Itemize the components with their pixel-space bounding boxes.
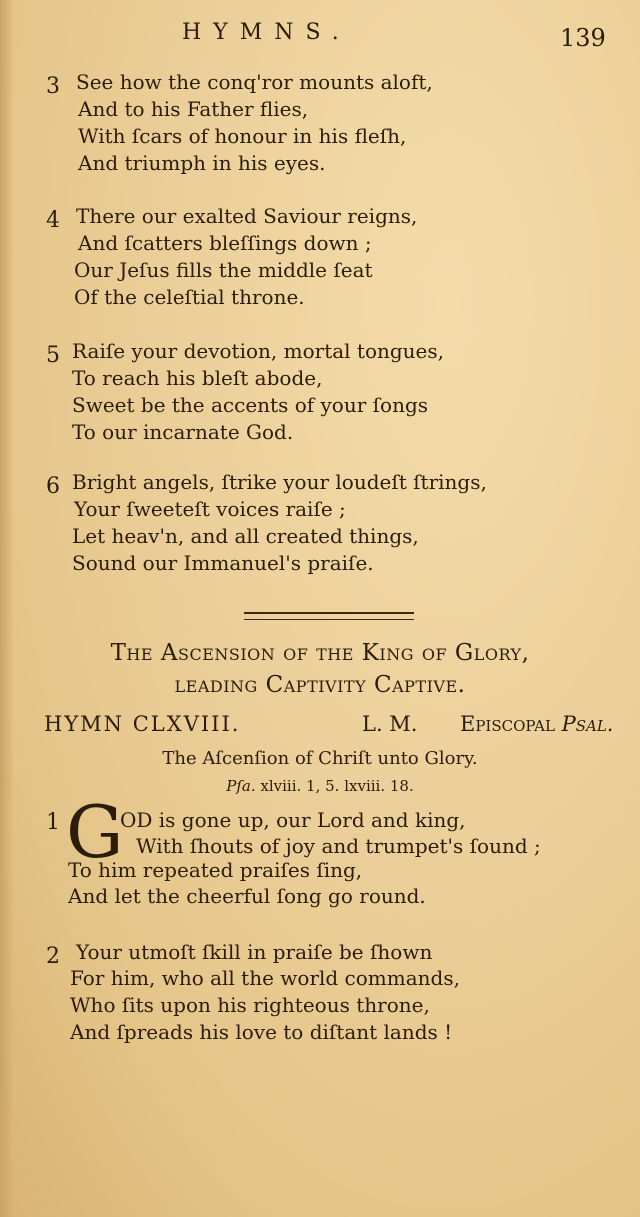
verse-line: See how the conq'ror mounts aloft, [76, 70, 433, 94]
verse-line: To him repeated praiſes ſing, [68, 858, 363, 882]
verse-line: To our incarnate God. [72, 420, 294, 444]
section-title-line-2: leading Captivity Captive. [174, 672, 466, 698]
verse-line: Sound our Immanuel's praiſe. [72, 551, 374, 575]
verse-line: And triumph in his eyes. [78, 151, 326, 175]
stanza-number: 3 [46, 74, 60, 99]
section-divider-rule [244, 612, 414, 620]
scripture-ref-book: Pſa. [226, 777, 256, 795]
verse-line: Who ſits upon his righteous throne, [70, 993, 430, 1017]
page-edge-shadow [0, 0, 14, 1217]
verse-line: Raiſe your devotion, mortal tongues, [72, 339, 445, 363]
stanza-number: 2 [46, 944, 60, 969]
stanza-number: 4 [46, 208, 60, 233]
verse-line: Let heav'n, and all created things, [72, 524, 419, 548]
verse-line: Bright angels, ſtrike your loudeſt ſtrings, [72, 470, 487, 494]
running-head [0, 18, 640, 54]
hymn-heading [44, 712, 634, 742]
hymn-subtitle: The Aſcenſion of Chriſt unto Glory. [162, 748, 478, 769]
verse-line: And to his Father flies, [78, 97, 309, 121]
verse-line: Sweet be the accents of your ſongs [72, 393, 429, 417]
verse-line: And ſcatters bleſſings down ; [78, 231, 372, 255]
verse-line: Your ſweeteſt voices raiſe ; [74, 497, 346, 521]
stanza-number: 5 [46, 343, 60, 368]
verse-line: To reach his bleſt abode, [72, 366, 323, 390]
hymn-tune-name: Episcopal [460, 712, 555, 736]
verse-line: Our Jeſus fills the middle ſeat [74, 258, 373, 282]
drop-cap-letter: G [66, 790, 124, 874]
hymn-tune [460, 712, 613, 736]
verse-line: Your utmoſt ſkill in praiſe be ſhown [76, 940, 433, 964]
verse-line: There our exalted Saviour reigns, [76, 204, 418, 228]
hymn-meter: L. M. [362, 712, 418, 736]
running-title: HYMNS. [182, 20, 351, 45]
stanza-number: 1 [46, 810, 60, 835]
hymn-tune-italic: Pſal. [561, 712, 614, 736]
page-number: 139 [560, 24, 606, 52]
stanza-number: 6 [46, 474, 60, 499]
verse-line: Of the celeſtial throne. [74, 285, 305, 309]
hymn-number: HYMN CLXVIII. [44, 712, 241, 736]
verse-line: For him, who all the world commands, [70, 966, 460, 990]
verse-line: And ſpreads his love to diſtant lands ! [70, 1020, 453, 1044]
verse-line: With ſcars of honour in his fleſh, [78, 124, 407, 148]
verse-line: And let the cheerful ſong go round. [68, 884, 426, 908]
section-title-line-1: The Ascension of the King of Glory, [110, 640, 530, 666]
verse-line: OD is gone up, our Lord and king, [120, 808, 466, 832]
scripture-ref-verses: xlviii. 1, 5. lxviii. 18. [260, 777, 414, 795]
verse-line: With ſhouts of joy and trumpet's ſound ; [136, 834, 541, 858]
